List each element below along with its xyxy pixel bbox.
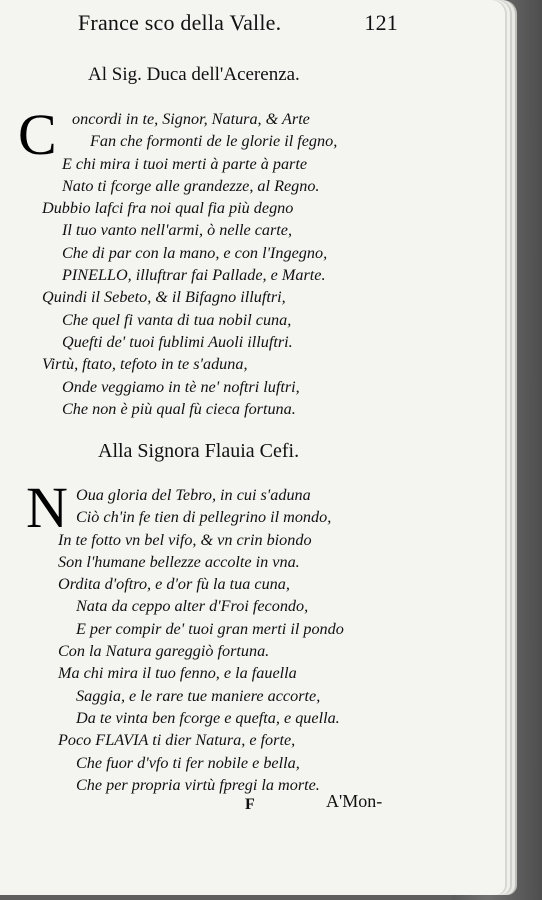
poem1-line: Il tuo vanto nell'armi, ò nelle carte, <box>62 221 293 240</box>
poem2-line: Che fuor d'vfo ti fer nobile e bella, <box>76 753 300 772</box>
poem2-verse <box>30 484 344 796</box>
poem1-verse <box>18 102 338 420</box>
poem1-line: Onde veggiamo in tè ne' noftri luftri, <box>62 377 300 396</box>
poem1-line: E chi mira i tuoi merti à parte à parte <box>62 154 308 173</box>
poem2-line: Oua gloria del Tebro, in cui s'aduna <box>76 486 311 504</box>
poem2-title: Alla Signora Flauia Cefi. <box>98 440 300 462</box>
poem2-line: In te fotto vn bel vifo, & vn crin biondo <box>58 530 312 549</box>
poem2-line: E per compir de' tuoi gran merti il pondo <box>76 619 344 638</box>
catchword: A'Mon- <box>326 791 383 811</box>
poem1-drop-cap: C <box>18 102 57 167</box>
poem2-line: Ma chi mira il tuo fenno, e la fauella <box>58 664 297 683</box>
poem2-line: Son l'humane bellezze accolte in vna. <box>58 552 300 571</box>
poem2-line: Poco FLAVIA ti dier Natura, e forte, <box>58 731 296 750</box>
poem2-line: Ordita d'oftro, e d'or fù la tua cuna, <box>58 575 290 594</box>
poem1-line: Che non è più qual fù cieca fortuna. <box>62 399 296 418</box>
poem1-line: Dubbio lafci fra noi qual fia più degno <box>42 199 294 218</box>
poem1-line: Virtù, ftato, tefoto in te s'aduna, <box>42 355 248 374</box>
poem2-line: Nata da ceppo alter d'Froi fecondo, <box>76 597 309 616</box>
poem1-title: Al Sig. Duca dell'Acerenza. <box>88 64 300 85</box>
running-head-title: France sco della Valle. <box>78 10 282 35</box>
running-head <box>78 10 398 36</box>
poem1-line: Nato ti fcorge alle grandezze, al Regno. <box>62 176 320 195</box>
poem2-line: Che per propria virtù fpregi la morte. <box>76 775 320 794</box>
poem1-line: oncordi in te, Signor, Natura, & Arte <box>72 110 310 128</box>
poem1-line: Quindi il Sebeto, & il Bifagno illuftri, <box>42 288 286 307</box>
poem1-line: Fan che formonti de le glorie il fegno, <box>90 132 338 151</box>
poem1-line: Quefti de' tuoi fublimi Auoli illuftri. <box>62 332 293 351</box>
poem2-line: Ciò ch'in fe tien di pellegrino il mondo, <box>76 508 332 527</box>
signature-mark: F <box>245 796 255 813</box>
poem2-drop-cap: N <box>26 475 68 540</box>
page-number: 121 <box>364 10 398 35</box>
poem2-line: Da te vinta ben fcorge e quefta, e quella. <box>76 708 340 727</box>
poem1-line: Che quel fi vanta di tua nobil cuna, <box>62 310 292 329</box>
poem1-line: Che di par con la mano, e con l'Ingegno, <box>62 243 328 262</box>
poem1-line: PINELLO, illuftrar fai Pallade, e Marte. <box>62 266 326 285</box>
poem2-line: Con la Natura gareggiò fortuna. <box>58 642 270 661</box>
poem2-line: Saggia, e le rare tue maniere accorte, <box>76 686 321 705</box>
